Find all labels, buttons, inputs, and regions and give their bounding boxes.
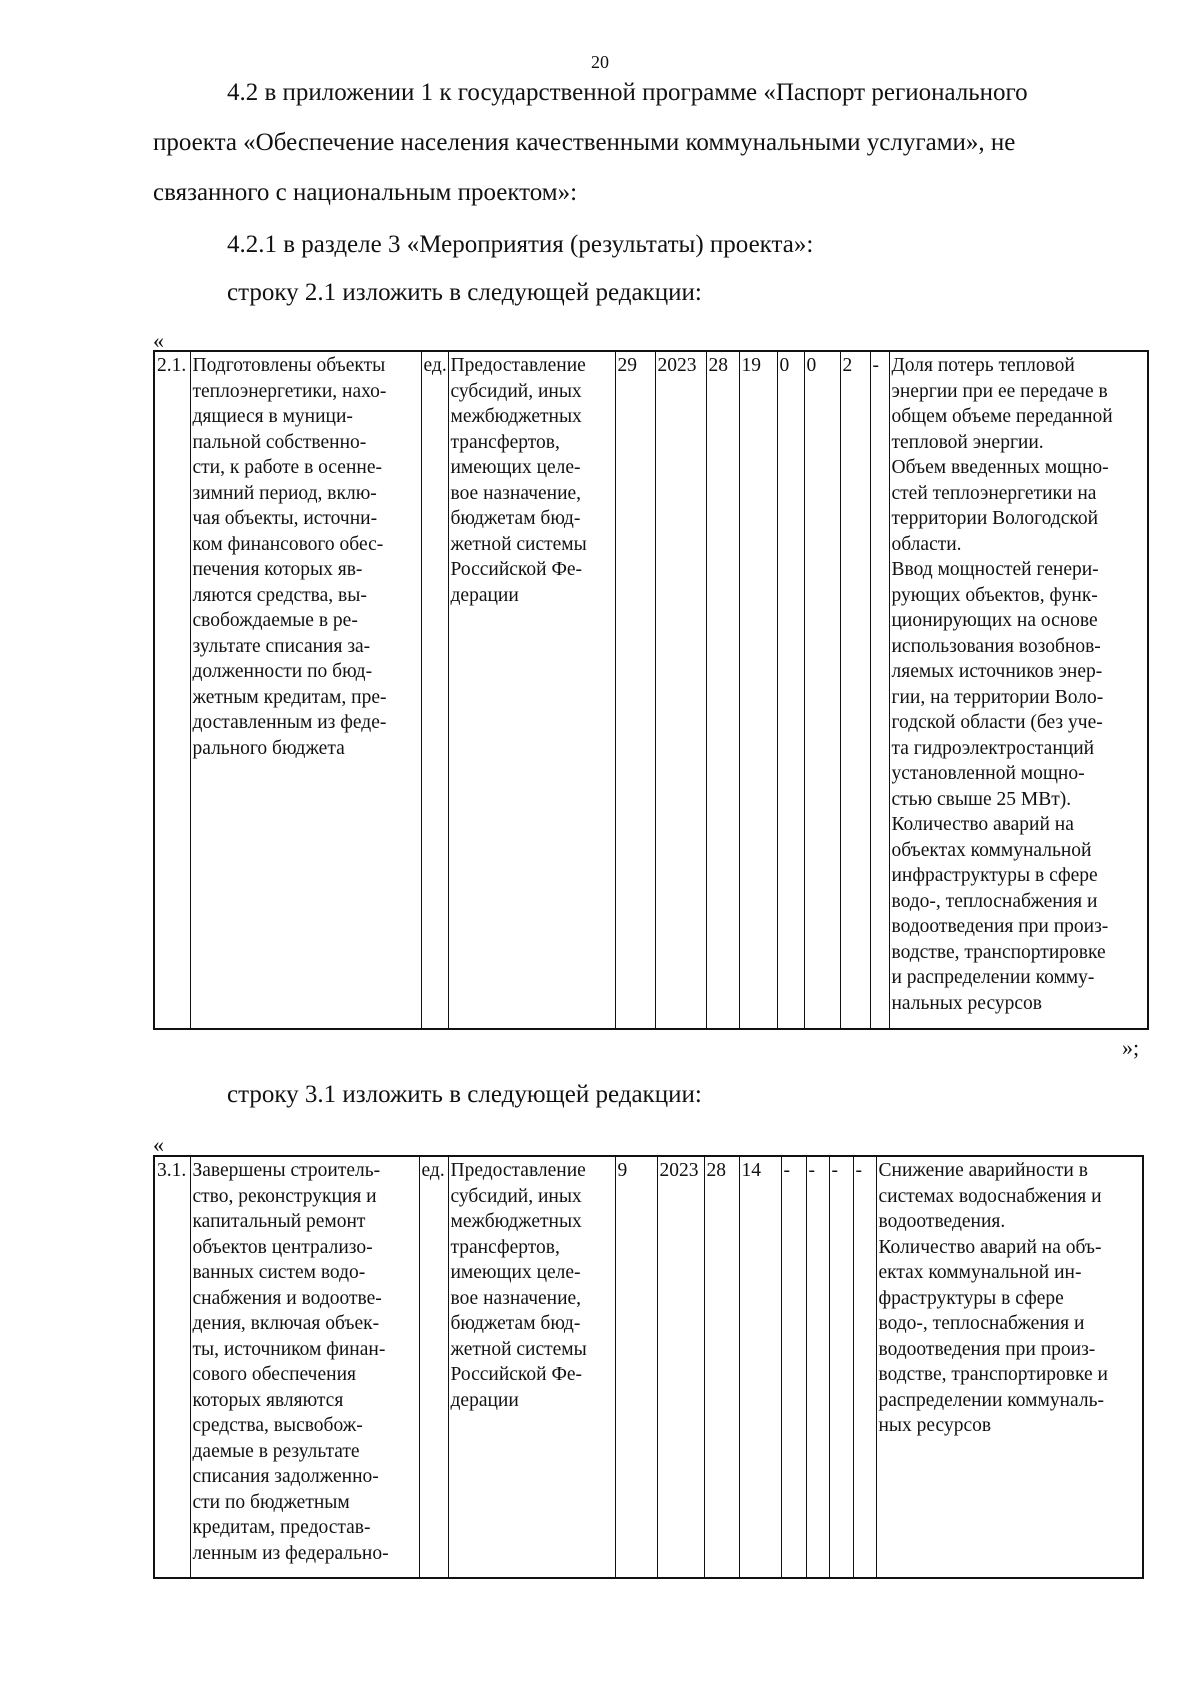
cell-base-value: 29 bbox=[615, 351, 655, 1029]
cell-value: - bbox=[806, 1156, 829, 1578]
page-number: 20 bbox=[591, 52, 609, 72]
cell-value: 2 bbox=[840, 351, 870, 1029]
paragraph-line: 4.2 в приложении 1 к государственной программе «Паспорт регионального bbox=[227, 79, 1028, 106]
cell-base-value: 9 bbox=[615, 1156, 657, 1578]
opening-quote: « bbox=[153, 328, 164, 353]
cell-value: 0 bbox=[777, 351, 804, 1029]
paragraph-subsection: 4.2.1 в разделе 3 «Мероприятия (результаты) проекта»: bbox=[227, 231, 814, 258]
table-row bbox=[154, 351, 1148, 1029]
table-row-2-1 bbox=[153, 350, 1149, 1030]
cell-unit: ед. bbox=[421, 351, 448, 1029]
cell-value: 28 bbox=[706, 351, 739, 1029]
cell-base-year: 2023 bbox=[655, 351, 706, 1029]
cell-base-year: 2023 bbox=[657, 1156, 704, 1578]
cell-number: 2.1. bbox=[154, 351, 190, 1029]
cell-result-name: Подготовлены объекты теплоэнергетики, нахо- дящиеся в муници- пальной собственно- сти, к работе в осенне- зимний период, вклю- чая объекты, источни- ком финансового обес- печения которых яв- ляются средства, вы- свобождаемые в ре- зультате списания за- долженности по бюд- жетным кредитам, пре- доставленным из феде- рального бюджета bbox=[190, 351, 421, 1029]
opening-quote: « bbox=[153, 1132, 164, 1157]
cell-unit: ед. bbox=[419, 1156, 448, 1578]
cell-type: Предоставление субсидий, иных межбюджетных трансфертов, имеющих целе- вое назначение, бюджетам бюд- жетной системы Российской Фе- дерации bbox=[448, 1156, 615, 1578]
cell-indicators: Снижение аварийности в системах водоснабжения и водоотведения. Количество аварий на объ- ектах коммунальной ин- фраструктуры в сфере водо-, теплоснабжения и водоотведения при произ- водстве, транспортировке и распределении коммуналь- ных ресурсов bbox=[876, 1156, 1143, 1578]
cell-value: 14 bbox=[739, 1156, 781, 1578]
cell-value: 28 bbox=[704, 1156, 739, 1578]
cell-value: - bbox=[781, 1156, 806, 1578]
cell-value: 0 bbox=[804, 351, 840, 1029]
cell-type: Предоставление субсидий, иных межбюджетных трансфертов, имеющих целе- вое назначение, бюджетам бюд- жетной системы Российской Фе- дерации bbox=[448, 351, 615, 1029]
cell-value: 19 bbox=[739, 351, 777, 1029]
closing-quote: »; bbox=[1122, 1035, 1140, 1060]
table-row bbox=[154, 1156, 1143, 1578]
paragraph-line: связанного с национальным проектом»: bbox=[153, 179, 578, 206]
cell-number: 3.1. bbox=[154, 1156, 190, 1578]
paragraph-instruction-3-1: строку 3.1 изложить в следующей редакции: bbox=[227, 1081, 702, 1108]
cell-value: - bbox=[853, 1156, 876, 1578]
cell-value: - bbox=[870, 351, 889, 1029]
table-row-3-1 bbox=[153, 1155, 1144, 1579]
cell-indicators: Доля потерь тепловой энергии при ее передаче в общем объеме переданной тепловой энергии. Объем введенных мощно- стей теплоэнергетики на территории Вологодской области. Ввод мощностей генери- рующих объектов, функ- ционирующих на основе использования возобнов- ляемых источников энер- гии, на территории Воло- годской области (без уче- та гидроэлектростанций установленной мощно- стью свыше 25 МВт). Количество аварий на объектах коммунальной инфраструктуры в сфере водо-, теплоснабжения и водоотведения при произ- водстве, транспортировке и распределении комму- нальных ресурсов bbox=[889, 351, 1148, 1029]
cell-result-name: Завершены строитель- ство, реконструкция и капитальный ремонт объектов централизо- ванных систем водо- снабжения и водоотве- дения, включая объек- ты, источником финан- сового обеспечения которых являются средства, высвобож- даемые в результате списания задолженно- сти по бюджетным кредитам, предостав- ленным из федерально- bbox=[190, 1156, 419, 1578]
cell-value: - bbox=[829, 1156, 853, 1578]
paragraph-line: проекта «Обеспечение населения качественными коммунальными услугами», не bbox=[153, 129, 1016, 156]
paragraph-instruction-2-1: строку 2.1 изложить в следующей редакции: bbox=[227, 279, 702, 306]
